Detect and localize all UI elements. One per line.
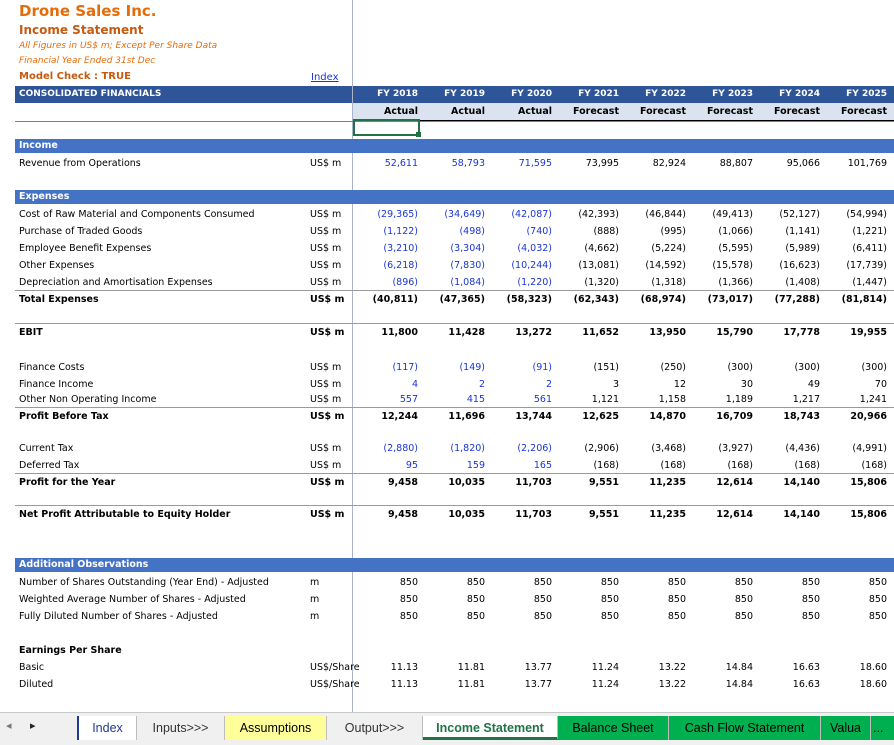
cell-value[interactable]: 58,793 bbox=[451, 158, 485, 169]
cell-value[interactable]: (4,032) bbox=[517, 243, 552, 254]
cell-value[interactable]: 850 bbox=[801, 611, 820, 622]
row-label: Other Expenses bbox=[19, 260, 95, 271]
band-additional bbox=[15, 558, 894, 572]
cell-value[interactable]: 12 bbox=[673, 379, 686, 390]
row-unit: US$ m bbox=[310, 260, 342, 271]
tab-more-icon[interactable]: ... bbox=[871, 716, 894, 740]
cell-value[interactable]: (5,989) bbox=[785, 243, 820, 254]
cell-value[interactable]: 850 bbox=[868, 611, 887, 622]
cell-value[interactable]: (16,623) bbox=[779, 260, 820, 271]
cell-value[interactable]: 4 bbox=[411, 379, 418, 390]
cell-value[interactable]: 95 bbox=[405, 460, 418, 471]
row-unit: US$ m bbox=[310, 509, 345, 520]
sheet-tab-bar bbox=[0, 712, 894, 745]
cell-value[interactable]: 1,241 bbox=[859, 394, 887, 405]
row-pbt[interactable] bbox=[0, 408, 894, 425]
cell-value[interactable]: (1,820) bbox=[450, 443, 485, 454]
cell-value[interactable]: 71,595 bbox=[518, 158, 552, 169]
cell-value[interactable]: (250) bbox=[660, 362, 686, 373]
row-finance-costs[interactable] bbox=[0, 359, 894, 376]
cell-value[interactable]: 11,703 bbox=[515, 509, 552, 520]
band-income bbox=[15, 139, 894, 153]
row-current-tax[interactable] bbox=[0, 440, 894, 457]
row-label: Profit for the Year bbox=[19, 477, 116, 488]
row-unit: US$ m bbox=[310, 362, 342, 373]
row-label: Total Expenses bbox=[19, 294, 99, 305]
row-shares-wavg[interactable] bbox=[0, 591, 894, 608]
cell-value[interactable]: 850 bbox=[801, 577, 820, 588]
cell-value[interactable]: (4,436) bbox=[785, 443, 820, 454]
row-total-exp[interactable] bbox=[0, 291, 894, 308]
cell-value[interactable]: (2,906) bbox=[584, 443, 619, 454]
header-type: Actual bbox=[518, 106, 552, 117]
cell-value[interactable]: 9,551 bbox=[588, 477, 619, 488]
cell-value[interactable]: (17,739) bbox=[846, 260, 887, 271]
header-year: FY 2020 bbox=[511, 89, 552, 99]
cell-value[interactable]: 16,709 bbox=[716, 411, 753, 422]
band-additional-label: Additional Observations bbox=[19, 559, 149, 570]
header-type: Forecast bbox=[774, 106, 820, 117]
cell-value[interactable]: 13,744 bbox=[515, 411, 552, 422]
row-other-exp[interactable] bbox=[0, 257, 894, 274]
cell-value[interactable]: 11.24 bbox=[591, 679, 619, 690]
row-shares-out[interactable] bbox=[0, 574, 894, 591]
cell-value[interactable]: (40,811) bbox=[372, 294, 418, 305]
cell-value[interactable]: (77,288) bbox=[774, 294, 820, 305]
band-expenses-label: Expenses bbox=[19, 191, 70, 202]
units-note: All Figures in US$ m; Except Per Share Data bbox=[19, 41, 218, 51]
cell-value[interactable]: 11.81 bbox=[457, 679, 485, 690]
cell-value[interactable]: 13.77 bbox=[524, 679, 552, 690]
cell-value[interactable]: 20,966 bbox=[850, 411, 887, 422]
cell-value[interactable]: 850 bbox=[533, 594, 552, 605]
cell-value[interactable]: 11,652 bbox=[582, 327, 619, 338]
cell-value[interactable]: (4,662) bbox=[584, 243, 619, 254]
row-label: Purchase of Traded Goods bbox=[19, 226, 143, 237]
row-label: Deferred Tax bbox=[19, 460, 80, 471]
row-deferred-tax[interactable] bbox=[0, 457, 894, 474]
row-unit: m bbox=[310, 594, 320, 605]
cell-value[interactable]: 3 bbox=[612, 379, 619, 390]
header-type: Forecast bbox=[707, 106, 753, 117]
cell-value[interactable]: 18.60 bbox=[859, 662, 887, 673]
cell-value[interactable]: 95,066 bbox=[786, 158, 820, 169]
cell-value[interactable]: (888) bbox=[593, 226, 619, 237]
cell-value[interactable]: (81,814) bbox=[841, 294, 887, 305]
cell-value[interactable]: (10,244) bbox=[511, 260, 552, 271]
tab-prev-icon[interactable]: ◂ bbox=[6, 719, 12, 732]
cell-value[interactable]: 13.22 bbox=[658, 679, 686, 690]
header-divider bbox=[15, 121, 894, 122]
cell-value[interactable]: 101,769 bbox=[847, 158, 887, 169]
header-types-row bbox=[352, 103, 894, 121]
row-unit: US$ m bbox=[310, 294, 345, 305]
tab-index[interactable]: Index bbox=[77, 716, 137, 740]
cell-value[interactable]: 13.22 bbox=[658, 662, 686, 673]
cell-value[interactable]: 52,611 bbox=[384, 158, 418, 169]
cell-value[interactable]: 850 bbox=[734, 577, 753, 588]
cell-value[interactable]: 18.60 bbox=[859, 679, 887, 690]
cell-value[interactable]: (1,122) bbox=[383, 226, 418, 237]
cell-value[interactable]: (42,393) bbox=[578, 209, 619, 220]
cell-value[interactable]: (1,220) bbox=[517, 277, 552, 288]
model-check: Model Check : TRUE bbox=[19, 71, 131, 82]
row-label: Net Profit Attributable to Equity Holder bbox=[19, 509, 231, 520]
row-unit: US$ m bbox=[310, 394, 342, 405]
cell-value[interactable]: (47,365) bbox=[439, 294, 485, 305]
cell-value[interactable]: (498) bbox=[459, 226, 485, 237]
cell-value[interactable]: (3,210) bbox=[383, 243, 418, 254]
cell-value[interactable]: 11,235 bbox=[649, 477, 686, 488]
cell-value[interactable]: 850 bbox=[801, 594, 820, 605]
cell-value[interactable]: 11.13 bbox=[390, 679, 418, 690]
cell-value[interactable]: (168) bbox=[861, 460, 887, 471]
cell-value[interactable]: 2 bbox=[545, 379, 552, 390]
cell-value[interactable]: (896) bbox=[392, 277, 418, 288]
cell-value[interactable]: (3,927) bbox=[718, 443, 753, 454]
cell-value[interactable]: 159 bbox=[466, 460, 485, 471]
header-year: FY 2021 bbox=[578, 89, 619, 99]
cell-value[interactable]: (3,468) bbox=[651, 443, 686, 454]
cell-value[interactable]: 11.24 bbox=[591, 662, 619, 673]
fill-handle[interactable] bbox=[416, 132, 421, 137]
cell-value[interactable]: 14,140 bbox=[783, 477, 820, 488]
cell-value[interactable]: (3,304) bbox=[450, 243, 485, 254]
row-unit: US$ m bbox=[310, 226, 342, 237]
cell-value[interactable]: (149) bbox=[459, 362, 485, 373]
cell-value[interactable]: (117) bbox=[392, 362, 418, 373]
tab-assumptions[interactable]: Assumptions bbox=[225, 716, 327, 740]
cell-value[interactable]: (62,343) bbox=[573, 294, 619, 305]
row-unit: US$ m bbox=[310, 460, 342, 471]
cell-value[interactable]: (1,447) bbox=[852, 277, 887, 288]
header-type: Forecast bbox=[573, 106, 619, 117]
cell-value[interactable]: 15,790 bbox=[716, 327, 753, 338]
row-net-profit[interactable] bbox=[0, 506, 894, 523]
row-depreciation[interactable] bbox=[0, 274, 894, 291]
cell-value[interactable]: 1,121 bbox=[591, 394, 619, 405]
cell-value[interactable]: (46,844) bbox=[645, 209, 686, 220]
cell-value[interactable]: (42,087) bbox=[511, 209, 552, 220]
cell-value[interactable]: 49 bbox=[807, 379, 820, 390]
cell-value[interactable]: 1,217 bbox=[792, 394, 820, 405]
cell-value[interactable]: 9,551 bbox=[588, 509, 619, 520]
cell-value[interactable]: (49,413) bbox=[712, 209, 753, 220]
row-unit: US$ m bbox=[310, 411, 345, 422]
row-label: Cost of Raw Material and Components Consumed bbox=[19, 209, 255, 220]
row-employee[interactable] bbox=[0, 240, 894, 257]
cell-value[interactable]: 850 bbox=[667, 594, 686, 605]
row-label: Depreciation and Amortisation Expenses bbox=[19, 277, 213, 288]
cell-value[interactable]: 850 bbox=[466, 577, 485, 588]
selected-cell[interactable] bbox=[353, 119, 420, 136]
row-unit: m bbox=[310, 577, 320, 588]
cell-value[interactable]: 850 bbox=[734, 611, 753, 622]
row-label: Current Tax bbox=[19, 443, 74, 454]
cell-value[interactable]: 18,743 bbox=[783, 411, 820, 422]
header-section-label: CONSOLIDATED FINANCIALS bbox=[19, 89, 162, 99]
cell-value[interactable]: (54,994) bbox=[846, 209, 887, 220]
tab-income-statement[interactable]: Income Statement bbox=[423, 716, 558, 740]
cell-value[interactable]: 1,158 bbox=[658, 394, 686, 405]
row-unit: US$ m bbox=[310, 443, 342, 454]
header-type: Forecast bbox=[640, 106, 686, 117]
cell-value[interactable]: (300) bbox=[861, 362, 887, 373]
cell-value[interactable]: 82,924 bbox=[652, 158, 686, 169]
header-type: Forecast bbox=[841, 106, 887, 117]
cell-value[interactable]: 88,807 bbox=[719, 158, 753, 169]
cell-value[interactable]: 850 bbox=[600, 594, 619, 605]
cell-value[interactable]: (151) bbox=[593, 362, 619, 373]
row-label: Finance Costs bbox=[19, 362, 85, 373]
cell-value[interactable]: 14,140 bbox=[783, 509, 820, 520]
cell-value[interactable]: 850 bbox=[466, 594, 485, 605]
cell-value[interactable]: 415 bbox=[466, 394, 485, 405]
cell-value[interactable]: (2,206) bbox=[517, 443, 552, 454]
cell-value[interactable]: (34,649) bbox=[444, 209, 485, 220]
cell-value[interactable]: (300) bbox=[794, 362, 820, 373]
cell-value[interactable]: (1,221) bbox=[852, 226, 887, 237]
row-unit: US$ m bbox=[310, 158, 342, 169]
row-unit: US$ m bbox=[310, 209, 342, 220]
cell-value[interactable]: (7,830) bbox=[450, 260, 485, 271]
header-year: FY 2019 bbox=[444, 89, 485, 99]
row-ebit[interactable] bbox=[0, 324, 894, 341]
row-unit: US$ m bbox=[310, 277, 342, 288]
row-other-income[interactable] bbox=[0, 391, 894, 408]
cell-value[interactable]: 11,696 bbox=[448, 411, 485, 422]
cell-value[interactable]: 2 bbox=[478, 379, 485, 390]
header-year: FY 2024 bbox=[779, 89, 820, 99]
cell-value[interactable]: 13.77 bbox=[524, 662, 552, 673]
row-unit: m bbox=[310, 611, 320, 622]
cell-value[interactable]: (52,127) bbox=[779, 209, 820, 220]
cell-value[interactable]: 11.81 bbox=[457, 662, 485, 673]
cell-value[interactable]: (1,318) bbox=[651, 277, 686, 288]
cell-value[interactable]: 850 bbox=[734, 594, 753, 605]
cell-value[interactable]: 850 bbox=[399, 594, 418, 605]
cell-value[interactable]: 850 bbox=[399, 611, 418, 622]
cell-value[interactable]: 14,870 bbox=[649, 411, 686, 422]
header-type: Actual bbox=[384, 106, 418, 117]
row-unit: US$ m bbox=[310, 243, 342, 254]
cell-value[interactable]: (2,880) bbox=[383, 443, 418, 454]
cell-value[interactable]: (168) bbox=[727, 460, 753, 471]
cell-value[interactable]: (168) bbox=[794, 460, 820, 471]
cell-value[interactable]: (1,084) bbox=[450, 277, 485, 288]
row-shares-diluted[interactable] bbox=[0, 608, 894, 625]
cell-value[interactable]: (168) bbox=[593, 460, 619, 471]
cell-value[interactable]: (15,578) bbox=[712, 260, 753, 271]
cell-value[interactable]: 11.13 bbox=[390, 662, 418, 673]
cell-value[interactable]: 561 bbox=[533, 394, 552, 405]
cell-value[interactable]: 16.63 bbox=[792, 662, 820, 673]
cell-value[interactable]: 850 bbox=[600, 611, 619, 622]
row-label: Number of Shares Outstanding (Year End) - Adjusted bbox=[19, 577, 269, 588]
cell-value[interactable]: 15,806 bbox=[850, 477, 887, 488]
tab-inputs[interactable]: Inputs>>> bbox=[137, 716, 225, 740]
header-type: Actual bbox=[451, 106, 485, 117]
cell-value[interactable]: 11,703 bbox=[515, 477, 552, 488]
cell-value[interactable]: 70 bbox=[874, 379, 887, 390]
cell-value[interactable]: 850 bbox=[466, 611, 485, 622]
row-unit: US$ m bbox=[310, 379, 342, 390]
cell-value[interactable]: (29,365) bbox=[377, 209, 418, 220]
tab-cash-flow-statement[interactable]: Cash Flow Statement bbox=[669, 716, 821, 740]
cell-value[interactable]: 1,189 bbox=[725, 394, 753, 405]
band-income-label: Income bbox=[19, 140, 58, 151]
cell-value[interactable]: 11,428 bbox=[448, 327, 485, 338]
cell-value[interactable]: 13,950 bbox=[649, 327, 686, 338]
cell-value[interactable]: 165 bbox=[533, 460, 552, 471]
row-label: Earnings Per Share bbox=[19, 645, 122, 656]
header-year: FY 2022 bbox=[645, 89, 686, 99]
row-label: Finance Income bbox=[19, 379, 94, 390]
cell-value[interactable]: (14,592) bbox=[645, 260, 686, 271]
cell-value[interactable]: (6,411) bbox=[852, 243, 887, 254]
row-label: EBIT bbox=[19, 327, 43, 338]
cell-value[interactable]: (58,323) bbox=[506, 294, 552, 305]
cell-value[interactable]: (300) bbox=[727, 362, 753, 373]
cell-value[interactable]: 850 bbox=[667, 577, 686, 588]
cell-value[interactable]: 10,035 bbox=[448, 509, 485, 520]
cell-value[interactable]: 12,614 bbox=[716, 509, 753, 520]
cell-value[interactable]: 12,625 bbox=[582, 411, 619, 422]
row-unit: US$ m bbox=[310, 477, 345, 488]
row-label: Profit Before Tax bbox=[19, 411, 109, 422]
cell-value[interactable]: 11,800 bbox=[381, 327, 418, 338]
cell-value[interactable]: 15,806 bbox=[850, 509, 887, 520]
row-eps-head[interactable] bbox=[0, 642, 894, 659]
cell-value[interactable]: 9,458 bbox=[387, 477, 418, 488]
cell-value[interactable]: 12,614 bbox=[716, 477, 753, 488]
header-year: FY 2018 bbox=[377, 89, 418, 99]
cell-value[interactable]: 14.84 bbox=[725, 679, 753, 690]
row-label: Other Non Operating Income bbox=[19, 394, 157, 405]
cell-value[interactable]: (13,081) bbox=[578, 260, 619, 271]
cell-value[interactable]: 10,035 bbox=[448, 477, 485, 488]
row-unit: US$/Share bbox=[310, 662, 360, 673]
cell-value[interactable]: 14.84 bbox=[725, 662, 753, 673]
header-year: FY 2023 bbox=[712, 89, 753, 99]
row-label: Basic bbox=[19, 662, 45, 673]
row-unit: US$ m bbox=[310, 327, 345, 338]
cell-value[interactable]: 12,244 bbox=[381, 411, 418, 422]
cell-value[interactable]: 850 bbox=[600, 577, 619, 588]
cell-value[interactable]: (1,141) bbox=[785, 226, 820, 237]
row-label: Employee Benefit Expenses bbox=[19, 243, 152, 254]
cell-value[interactable]: (4,991) bbox=[852, 443, 887, 454]
row-label: Revenue from Operations bbox=[19, 158, 141, 169]
tab-next-icon[interactable]: ▸ bbox=[30, 719, 36, 732]
tab-valua[interactable]: Valua bbox=[821, 716, 871, 740]
header-years-row bbox=[15, 86, 894, 103]
cell-value[interactable]: (68,974) bbox=[640, 294, 686, 305]
cell-value[interactable]: (5,224) bbox=[651, 243, 686, 254]
cell-value[interactable]: 13,272 bbox=[515, 327, 552, 338]
cell-value[interactable]: 850 bbox=[667, 611, 686, 622]
header-year: FY 2025 bbox=[846, 89, 887, 99]
cell-value[interactable]: (168) bbox=[660, 460, 686, 471]
row-revenue[interactable] bbox=[0, 155, 894, 172]
cell-value[interactable]: 850 bbox=[868, 594, 887, 605]
cell-value[interactable]: 9,458 bbox=[387, 509, 418, 520]
cell-value[interactable]: 11,235 bbox=[649, 509, 686, 520]
cell-value[interactable]: 17,778 bbox=[783, 327, 820, 338]
cell-value[interactable]: 16.63 bbox=[792, 679, 820, 690]
tab-balance-sheet[interactable]: Balance Sheet bbox=[558, 716, 669, 740]
cell-value[interactable]: 850 bbox=[533, 577, 552, 588]
row-label: Fully Diluted Number of Shares - Adjusted bbox=[19, 611, 218, 622]
cell-value[interactable]: (6,218) bbox=[383, 260, 418, 271]
cell-value[interactable]: (1,066) bbox=[718, 226, 753, 237]
row-traded-goods[interactable] bbox=[0, 223, 894, 240]
row-unit: US$/Share bbox=[310, 679, 360, 690]
company-name: Drone Sales Inc. bbox=[19, 2, 157, 20]
row-label: Weighted Average Number of Shares - Adjusted bbox=[19, 594, 246, 605]
cell-value[interactable]: 19,955 bbox=[850, 327, 887, 338]
cell-value[interactable]: 73,995 bbox=[585, 158, 619, 169]
cell-value[interactable]: (1,320) bbox=[584, 277, 619, 288]
year-end-note: Financial Year Ended 31st Dec bbox=[19, 56, 156, 66]
band-expenses bbox=[15, 190, 894, 204]
row-raw-material[interactable] bbox=[0, 206, 894, 223]
cell-value[interactable]: 850 bbox=[399, 577, 418, 588]
cell-value[interactable]: (5,595) bbox=[718, 243, 753, 254]
row-eps-basic[interactable] bbox=[0, 659, 894, 676]
row-eps-diluted[interactable] bbox=[0, 676, 894, 693]
row-profit-year[interactable] bbox=[0, 474, 894, 491]
cell-value[interactable]: 30 bbox=[740, 379, 753, 390]
row-label: Diluted bbox=[19, 679, 54, 690]
cell-value[interactable]: (1,408) bbox=[785, 277, 820, 288]
cell-value[interactable]: (73,017) bbox=[707, 294, 753, 305]
cell-value[interactable]: (1,366) bbox=[718, 277, 753, 288]
index-link[interactable]: Index bbox=[311, 72, 339, 83]
cell-value[interactable]: 850 bbox=[533, 611, 552, 622]
cell-value[interactable]: (91) bbox=[532, 362, 552, 373]
cell-value[interactable]: 557 bbox=[399, 394, 418, 405]
cell-value[interactable]: (995) bbox=[660, 226, 686, 237]
cell-value[interactable]: 850 bbox=[868, 577, 887, 588]
cell-value[interactable]: (740) bbox=[526, 226, 552, 237]
statement-title: Income Statement bbox=[19, 23, 144, 37]
tab-output[interactable]: Output>>> bbox=[327, 716, 423, 740]
